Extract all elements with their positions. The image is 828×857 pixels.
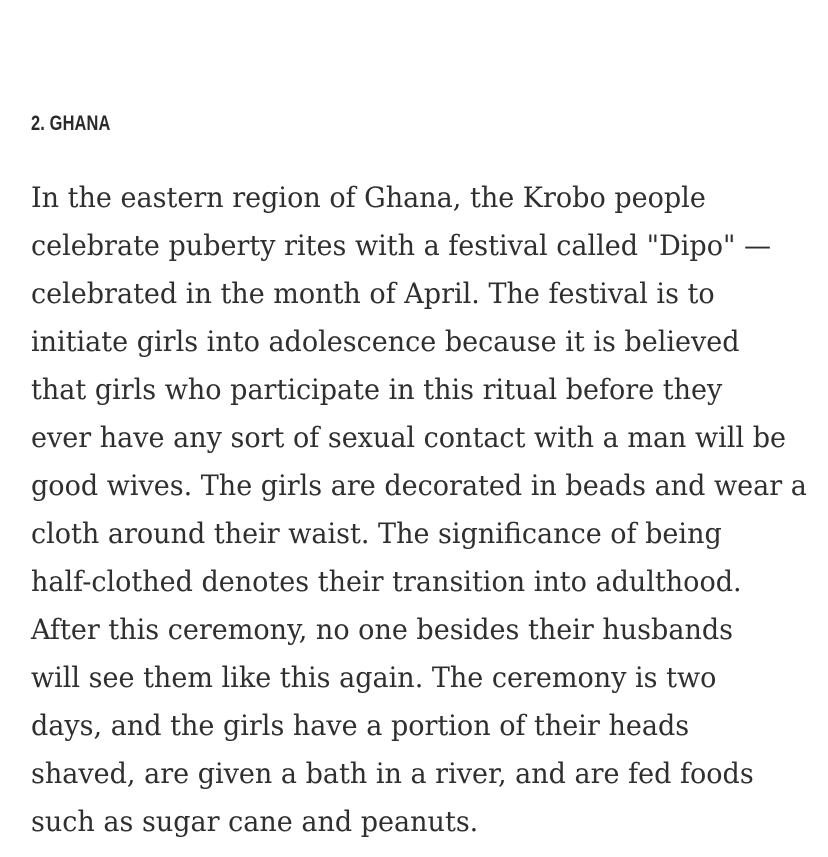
body-line: celebrated in the month of April. The festival is to	[31, 277, 715, 310]
body-line: good wives. The girls are decorated in beads and wear a	[31, 469, 807, 502]
body-line: that girls who participate in this ritual before they	[31, 373, 723, 406]
body-line: initiate girls into adolescence because it is believed	[31, 325, 740, 358]
body-line: celebrate puberty rites with a festival called "Dipo" —	[31, 229, 772, 262]
body-line: After this ceremony, no one besides their husbands	[31, 613, 734, 646]
body-line: such as sugar cane and peanuts.	[31, 805, 479, 838]
body-line: ever have any sort of sexual contact with a man will be	[31, 421, 786, 454]
body-line: half-clothed denotes their transition into adulthood.	[31, 565, 742, 598]
body-line: shaved, are given a bath in a river, and are fed foods	[31, 757, 754, 790]
section-heading: 2. GHANA	[31, 112, 111, 135]
body-line: In the eastern region of Ghana, the Krobo people	[31, 181, 706, 214]
body-line: cloth around their waist. The significance of being	[31, 517, 722, 550]
body-line: will see them like this again. The ceremony is two	[31, 661, 717, 694]
body-line: days, and the girls have a portion of their heads	[31, 709, 690, 742]
body-paragraph	[31, 174, 811, 846]
